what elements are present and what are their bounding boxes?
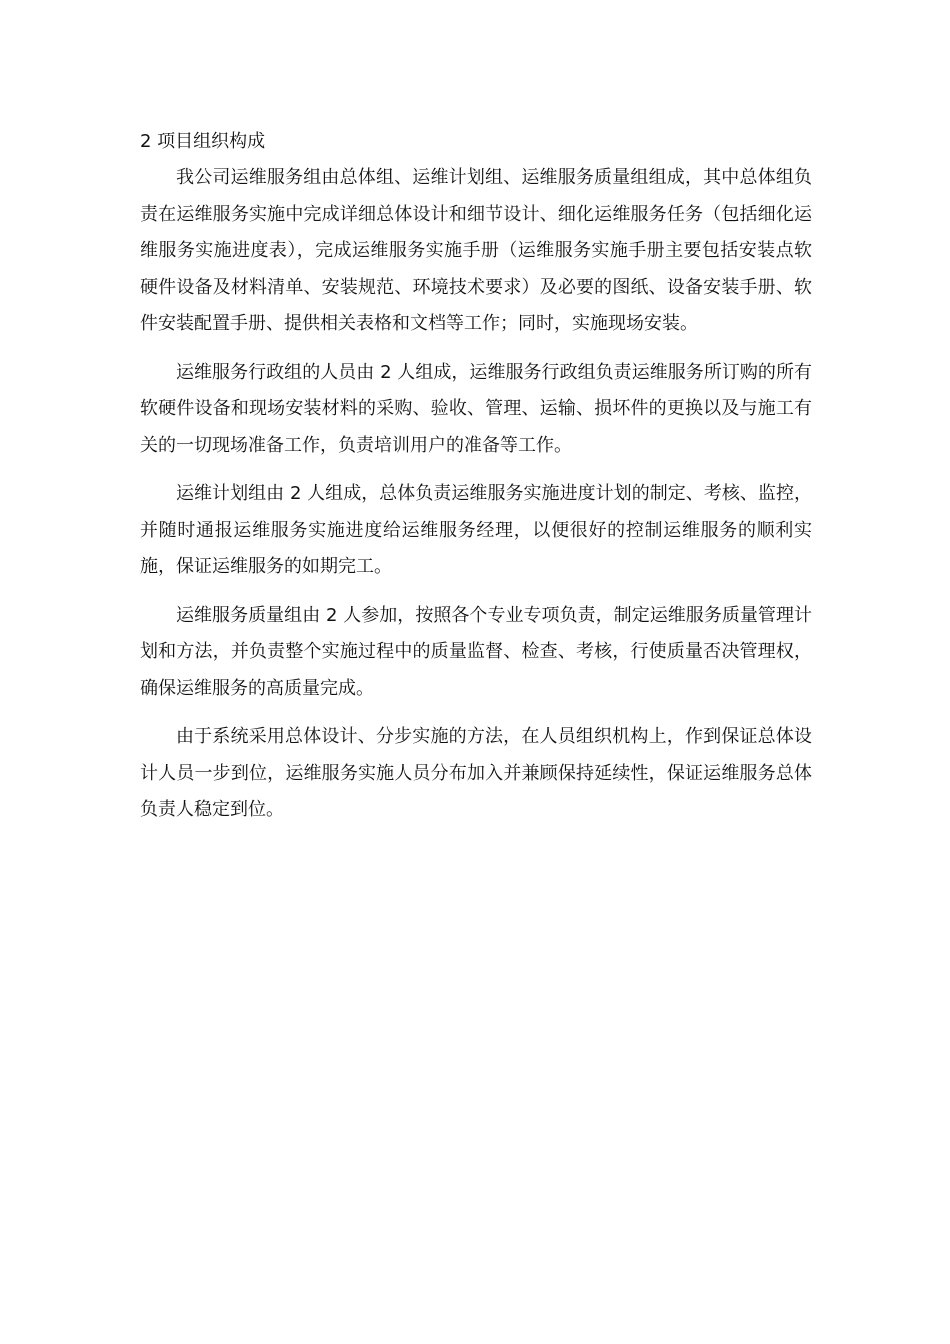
paragraph-staffing-approach: 由于系统采用总体设计、分步实施的方法，在人员组织机构上，作到保证总体设计人员一步到位，运维服务实施人员分布加入并兼顾保持延续性，保证运维服务总体负责人稳定到位。 bbox=[140, 726, 812, 820]
section-heading: 2 项目组织构成 bbox=[140, 131, 266, 152]
paragraph-overall-team: 我公司运维服务组由总体组、运维计划组、运维服务质量组组成，其中总体组负责在运维服务实施中完成详细总体设计和细节设计、细化运维服务任务（包括细化运维服务实施进度表），完成运维服务实施手册（运维服务实施手册主要包括安装点软硬件设备及材料清单、安装规范、环境技术要求）及必要的图纸、设备安装手册、软件安装配置手册、提供相关表格和文档等工作；同时，实施现场安装。 bbox=[140, 167, 812, 334]
paragraph-quality-team: 运维服务质量组由 2 人参加，按照各个专业专项负责，制定运维服务质量管理计划和方法，并负责整个实施过程中的质量监督、检查、考核，行使质量否决管理权，确保运维服务的高质量完成。 bbox=[140, 604, 812, 699]
document-page bbox=[140, 128, 812, 841]
paragraph-admin-team: 运维服务行政组的人员由 2 人组成，运维服务行政组负责运维服务所订购的所有软硬件设备和现场安装材料的采购、验收、管理、运输、损坏件的更换以及与施工有关的一切现场准备工作，负责培训用户的准备等工作。 bbox=[140, 361, 812, 456]
paragraph-planning-team: 运维计划组由 2 人组成，总体负责运维服务实施进度计划的制定、考核、监控，并随时通报运维服务实施进度给运维服务经理，以便很好的控制运维服务的顺利实施，保证运维服务的如期完工。 bbox=[140, 483, 812, 577]
